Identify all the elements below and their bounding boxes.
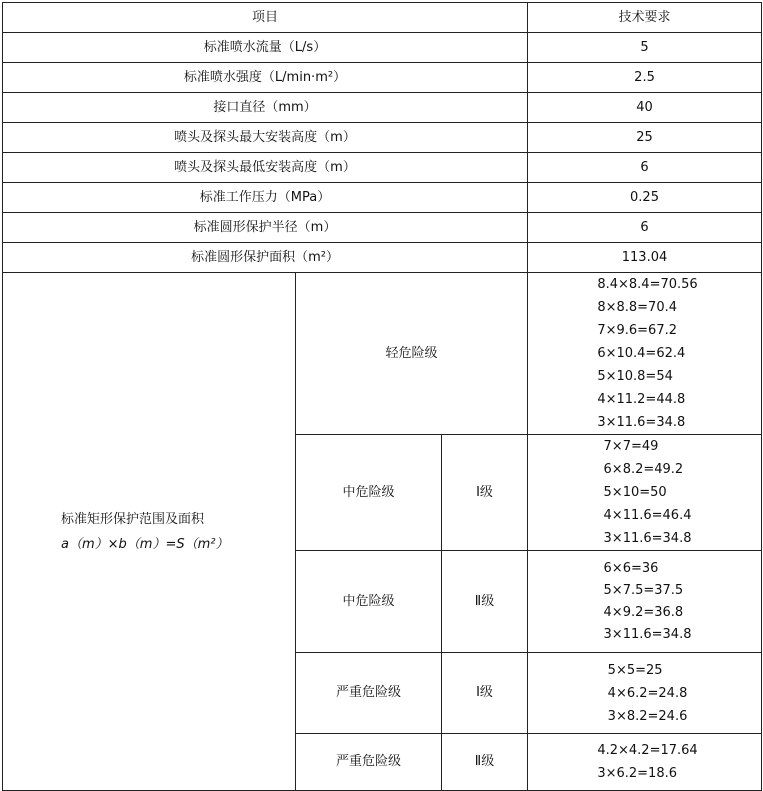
value-list <box>598 558 692 646</box>
value-item: 3×6.2=18.6 <box>597 766 678 781</box>
value-list <box>598 435 692 550</box>
table-row <box>3 93 762 123</box>
value-item: 6×8.2=49.2 <box>603 462 684 477</box>
row-label: 标准喷水强度（L/min·m²） <box>3 63 528 93</box>
value-list <box>591 273 697 434</box>
row-label: 标准圆形保护半径（m） <box>3 213 528 243</box>
value-item: 6×10.4=62.4 <box>597 346 686 361</box>
value-item: 7×7=49 <box>603 439 659 454</box>
row-value: 0.25 <box>528 183 762 213</box>
hazard-level: 严重危险级 <box>296 653 442 734</box>
row-label: 喷头及探头最低安装高度（m） <box>3 153 528 183</box>
value-item: 3×11.6=34.8 <box>597 415 686 430</box>
rect-label-cell <box>3 273 296 791</box>
value-item: 4×11.2=44.8 <box>597 392 686 407</box>
value-list-cell <box>528 435 762 551</box>
table-row <box>3 33 762 63</box>
hazard-level: 中危险级 <box>296 551 442 653</box>
table-row <box>3 63 762 93</box>
value-item: 5×10=50 <box>603 485 667 500</box>
value-item: 5×5=25 <box>607 662 663 678</box>
table-row <box>3 183 762 213</box>
value-item: 4×11.6=46.4 <box>603 508 692 523</box>
hazard-grade: Ⅰ级 <box>442 653 528 734</box>
hazard-grade: Ⅱ级 <box>442 734 528 791</box>
value-list <box>602 659 688 728</box>
value-item: 4×9.2=36.8 <box>603 604 684 620</box>
hazard-level: 严重危险级 <box>296 734 442 791</box>
value-list-cell <box>528 653 762 734</box>
value-list-cell <box>528 273 762 435</box>
hazard-level: 中危险级 <box>296 435 442 551</box>
row-label: 标准圆形保护面积（m²） <box>3 243 528 273</box>
value-item: 5×7.5=37.5 <box>603 582 684 598</box>
value-item: 5×10.8=54 <box>597 369 673 384</box>
row-value: 5 <box>528 33 762 63</box>
rect-label-line2: a（m）×b（m）=S（m²） <box>61 536 229 552</box>
hazard-grade: Ⅱ级 <box>442 551 528 653</box>
table-row <box>3 153 762 183</box>
row-value: 6 <box>528 213 762 243</box>
value-item: 6×6=36 <box>603 560 659 576</box>
header-item: 项目 <box>3 3 528 33</box>
hazard-level: 轻危险级 <box>296 273 528 435</box>
value-item: 4×6.2=24.8 <box>607 685 688 701</box>
value-item: 8.4×8.4=70.56 <box>597 277 698 292</box>
table-row <box>3 213 762 243</box>
table-row <box>3 273 762 435</box>
spec-table <box>2 2 762 791</box>
value-item: 7×9.6=67.2 <box>597 323 678 338</box>
row-value: 25 <box>528 123 762 153</box>
value-list-cell <box>528 551 762 653</box>
row-label: 接口直径（mm） <box>3 93 528 123</box>
header-requirement: 技术要求 <box>528 3 762 33</box>
row-label: 喷头及探头最大安装高度（m） <box>3 123 528 153</box>
rect-label-line1: 标准矩形保护范围及面积 <box>61 511 205 527</box>
row-label: 标准工作压力（MPa） <box>3 183 528 213</box>
value-list <box>591 739 697 785</box>
value-item: 8×8.8=70.4 <box>597 300 678 315</box>
value-list-cell <box>528 734 762 791</box>
value-item: 4.2×4.2=17.64 <box>597 743 698 758</box>
table-row <box>3 243 762 273</box>
value-item: 3×11.6=34.8 <box>603 626 692 642</box>
value-item: 3×11.6=34.8 <box>603 531 692 546</box>
value-item: 3×8.2=24.6 <box>607 708 688 724</box>
row-value: 113.04 <box>528 243 762 273</box>
hazard-grade: Ⅰ级 <box>442 435 528 551</box>
row-label: 标准喷水流量（L/s） <box>3 33 528 63</box>
row-value: 2.5 <box>528 63 762 93</box>
table-header-row <box>3 3 762 33</box>
row-value: 40 <box>528 93 762 123</box>
row-value: 6 <box>528 153 762 183</box>
table-row <box>3 123 762 153</box>
